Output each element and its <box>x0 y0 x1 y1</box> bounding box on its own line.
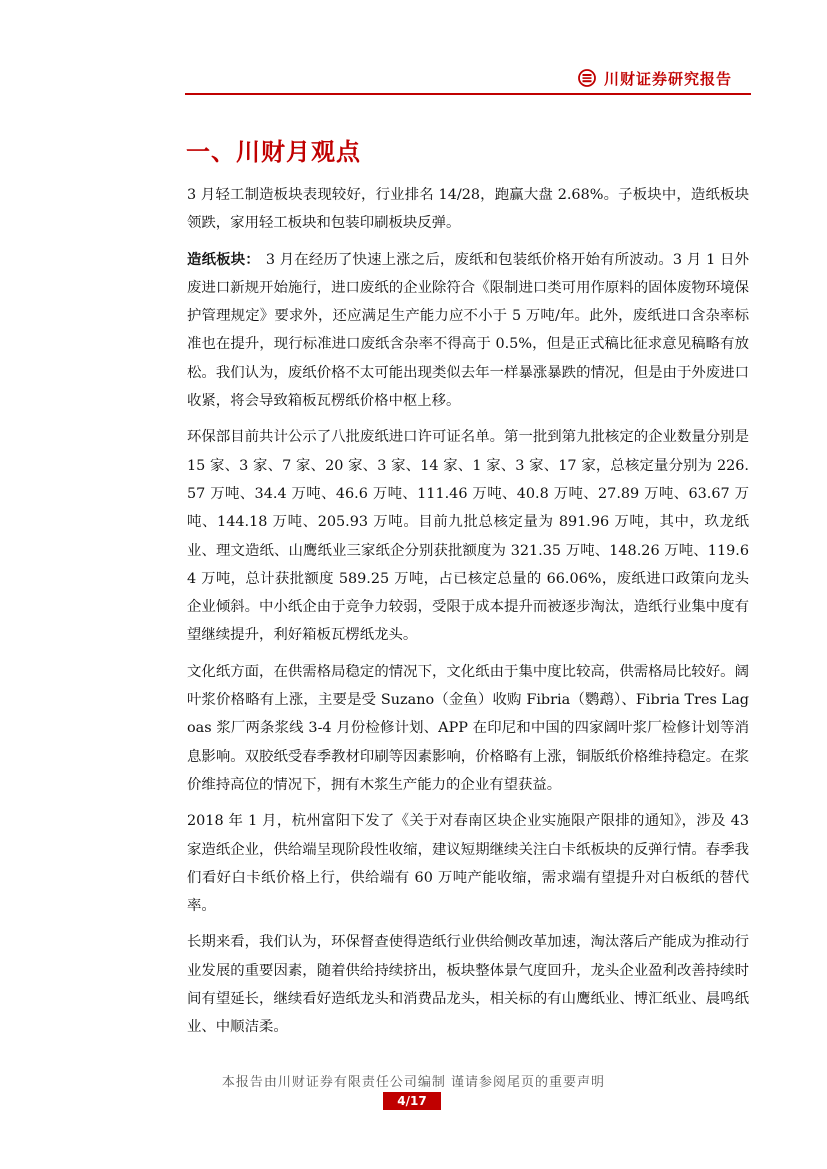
paragraph-import-licenses: 环保部目前共计公示了八批废纸进口许可证名单。第一批到第九批核定的企业数量分别是 15 家、3 家、7 家、20 家、3 家、14 家、1 家、3 家、17 家，总核定量分别为 226.57 万吨、34.4 万吨、46.6 万吨、111.46 万吨、40.8 万吨、27.89 万吨、63.67 万吨、144.18 万吨、205.93 万吨。目前九批总核定量为 891.96 万吨，其中，玖龙纸业、理文造纸、山鹰纸业三家纸企分别获批额度为 321.35 万吨、148.26 万吨、119.64 万吨，总计获批额度 589.25 万吨，占已核定总量的 66.06%，废纸进口政策向龙头企业倾斜。中小纸企由于竞争力较弱，受限于成本提升而被逐步淘汰，造纸行业集中度有望继续提升，利好箱板瓦楞纸龙头。 <box>187 429 749 644</box>
report-body <box>187 181 749 1050</box>
footer-disclaimer: 本报告由川财证券有限责任公司编制 谨请参阅尾页的重要声明 <box>221 1075 606 1090</box>
paragraph-long-term-view: 长期来看，我们认为，环保督查使得造纸行业供给侧改革加速，淘汰落后产能成为推动行业发展的重要因素，随着供给持续挤出，板块整体景气度回升，龙头企业盈利改善持续时间有望延长，继续看好造纸龙头和消费品龙头，相关标的有山鹰纸业、博汇纸业、晨鸣纸业、中顺洁柔。 <box>187 934 749 1036</box>
paragraph-fuyang-policy: 2018 年 1 月，杭州富阳下发了《关于对春南区块企业实施限产限排的通知》，涉及 43 家造纸企业，供给端呈现阶段性收缩，建议短期继续关注白卡纸板块的反弹行情。春季我们看好白卡纸价格上行，供给端有 60 万吨产能收缩，需求端有望提升对白板纸的替代率。 <box>187 813 749 915</box>
paragraph-label: 造纸板块： <box>187 250 260 268</box>
paragraph-culture-paper: 文化纸方面，在供需格局稳定的情况下，文化纸由于集中度比较高，供需格局比较好。阔叶浆价格略有上涨，主要是受 Suzano（金鱼）收购 Fibria（鹦鹉）、Fibria Tres Lagoas 浆厂两条浆线 3-4 月份检修计划、APP 在印尼和中国的四家阔叶浆厂检修计划等消息影响。双胶纸受春季教材印刷等因素影响，价格略有上涨，铜版纸价格维持稳定。在浆价维持高位的情况下，拥有木浆生产能力的企业有望获益。 <box>187 663 749 793</box>
page-number: 4/17 <box>383 1092 441 1110</box>
chuancai-logo-icon <box>578 69 596 87</box>
section-title: 一、川财月观点 <box>186 138 361 166</box>
brand-name: 川财证券研究报告 <box>604 69 733 88</box>
header-divider <box>185 93 751 95</box>
header-brand <box>578 66 750 90</box>
paragraph-paper-sector: 造纸板块： 3 月在经历了快速上涨之后，废纸和包装纸价格开始有所波动。3 月 1 日外废进口新规开始施行，进口废纸的企业除符合《限制进口类可用作原料的固体废物环境保护管理规定》要求外，还应满足生产能力应不小于 5 万吨/年。此外，废纸进口含杂率标准也在提升，现行标准进口废纸含杂率不得高于 0.5%，但是正式稿比征求意见稿略有放松。我们认为，废纸价格不太可能出现类似去年一样暴涨暴跌的情况，但是由于外废进口收紧，将会导致箱板瓦楞纸价格中枢上移。 <box>187 250 749 410</box>
paragraph-summary: 3 月轻工制造板块表现较好，行业排名 14/28，跑赢大盘 2.68%。子板块中，造纸板块领跌，家用轻工板块和包装印刷板块反弹。 <box>187 187 749 232</box>
